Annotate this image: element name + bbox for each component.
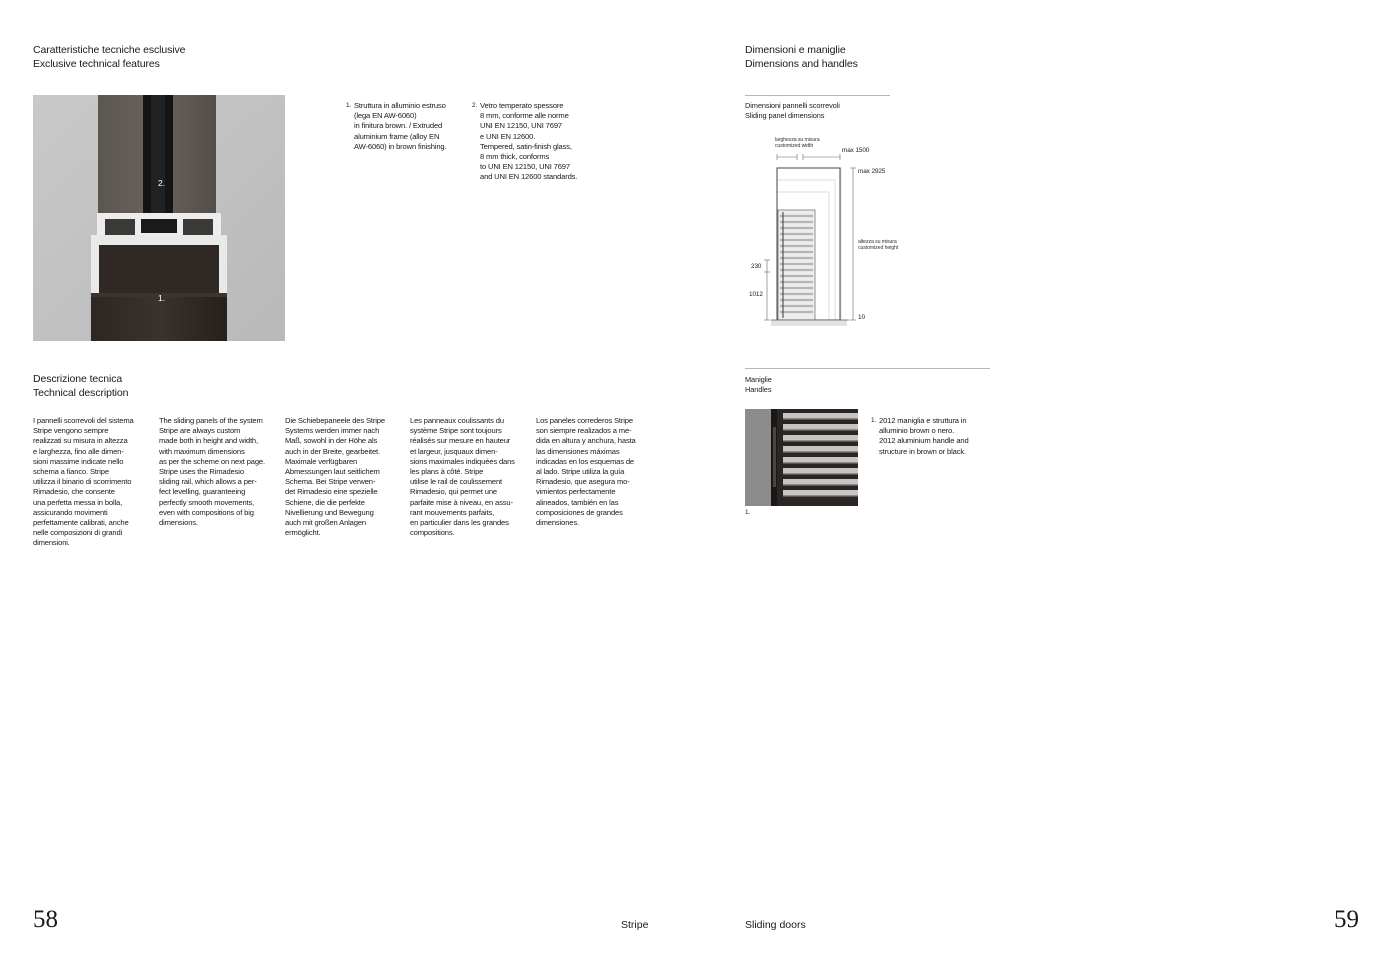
dimension-drawing (745, 134, 925, 334)
dimension-230: 230 (751, 263, 762, 270)
dimensions-label-it: Dimensioni pannelli scorrevoli (745, 101, 840, 110)
right-heading-en: Dimensions and handles (745, 57, 858, 70)
profile-photo-illustration (33, 95, 285, 341)
dimension-10: 10 (858, 314, 865, 321)
width-label-en: customized width (775, 143, 814, 149)
height-label (858, 239, 898, 251)
description-column-en: The sliding panels of the system Stripe are always custom made both in height and width, with maximum dimensions as per the scheme on next page. Stripe uses the Rimadesio sliding rail, which allows a per- fect levelling, guaranteeing perfectly smooth movements, even with compositions of big dimensions. (159, 416, 265, 528)
description-column-fr: Les panneaux coulissants du système Stripe sont toujours réalisés sur mesure en hauteur et largeur, jusquaux dimen- sions maximales indiquées dans les plans à côté. Stripe utilise le rail de coulissement Rimadesio, qui permet une parfaite mise à niveau, en assu- rant mouvements parfaits, en particulier dans les grandes compositions. (410, 416, 515, 538)
handle-item (871, 416, 996, 457)
handle-item-text: 2012 maniglia e struttura in alluminio brown o nero. 2012 aluminium handle and structure in brown or black. (879, 416, 969, 456)
max-width-label: max 1500 (842, 147, 870, 154)
feature-2 (472, 101, 602, 183)
running-title-left: Stripe (621, 919, 649, 931)
description-column-it: I pannelli scorrevoli del sistema Stripe vengono sempre realizzati su misura in altezza e larghezza, fino alle dimen- sioni massime indicate nello schema a fianco. Stripe utilizza il binario di scorrimento Rimadesio, che consente una perfetta messa in bolla, assicurando movimenti perfettamente calibrati, anche nelle composizioni di grandi dimensioni. (33, 416, 134, 548)
photo-callout-1: 1. (158, 293, 166, 303)
feature-2-number: 2. (472, 102, 478, 109)
handle-item-number: 1. (871, 417, 877, 424)
left-heading-it: Caratteristiche tecniche esclusive (33, 44, 186, 56)
handles-label (745, 375, 772, 395)
description-heading-it: Descrizione tecnica (33, 373, 123, 385)
handle-photo-caption: 1. (745, 509, 751, 516)
feature-2-text: Vetro temperato spessore 8 mm, conforme alle norme UNI EN 12150, UNI 7697 e UNI EN 12600. Tempered, satin-finish glass, 8 mm thick, conforms to UNI EN 12150, UNI 7697 and UNI EN 12600 standards. (480, 101, 578, 182)
height-label-en: customized height (858, 245, 899, 251)
description-column-de: Die Schiebepaneele des Stripe Systems werden immer nach Maß, sowohl in der Höhe als auch in der Breite, gearbeitet. Maximale verfügbaren Abmessungen laut seitlichem Schema. Bei Stripe verwen- det Rimadesio eine spezielle Schiene, die die perfekte Nivellierung und Bewegung auch mit großen Anlagen ermöglicht. (285, 416, 385, 538)
handle-photo-illustration (745, 409, 858, 506)
max-height-label: max 2925 (858, 168, 886, 175)
left-heading-en: Exclusive technical features (33, 57, 160, 70)
feature-1-text: Struttura in alluminio estruso (lega EN AW-6060) in finitura brown. / Extruded aluminium frame (alloy EN AW-6060) in brown finishing. (354, 101, 447, 151)
feature-1-number: 1. (346, 102, 352, 109)
dimensions-label-en: Sliding panel dimensions (745, 111, 825, 120)
dimension-1012: 1012 (749, 291, 763, 298)
right-page-heading (745, 44, 858, 71)
handles-label-it: Maniglie (745, 375, 772, 384)
dimensions-label (745, 101, 840, 121)
description-heading-en: Technical description (33, 386, 129, 399)
running-title-right: Sliding doors (745, 919, 806, 931)
width-label (775, 137, 820, 149)
dimensions-divider (745, 95, 890, 96)
dimension-drawing-svg (745, 134, 925, 334)
left-page-heading (33, 44, 185, 71)
right-heading-it: Dimensioni e maniglie (745, 44, 846, 56)
profile-photo (33, 95, 285, 341)
handle-photo (745, 409, 858, 506)
height-label-it: altezza su misura (858, 239, 897, 245)
folio-right: 59 (1334, 906, 1359, 933)
description-heading (33, 373, 128, 400)
photo-callout-2: 2. (158, 178, 166, 188)
handles-label-en: Handles (745, 385, 772, 394)
width-label-it: larghezza su misura (775, 137, 820, 143)
description-column-es: Los paneles correderos Stripe son siempre realizados a me- dida en altura y anchura, hasta las dimensiones máximas indicadas en los esquemas de al lado. Stripe utiliza la guía Rimadesio, que asegura mo- vimientos perfectamente alineados, también en las composiciones de grandes dimensiones. (536, 416, 636, 528)
handles-divider (745, 368, 990, 369)
feature-1 (346, 101, 468, 152)
folio-left: 58 (33, 906, 58, 933)
